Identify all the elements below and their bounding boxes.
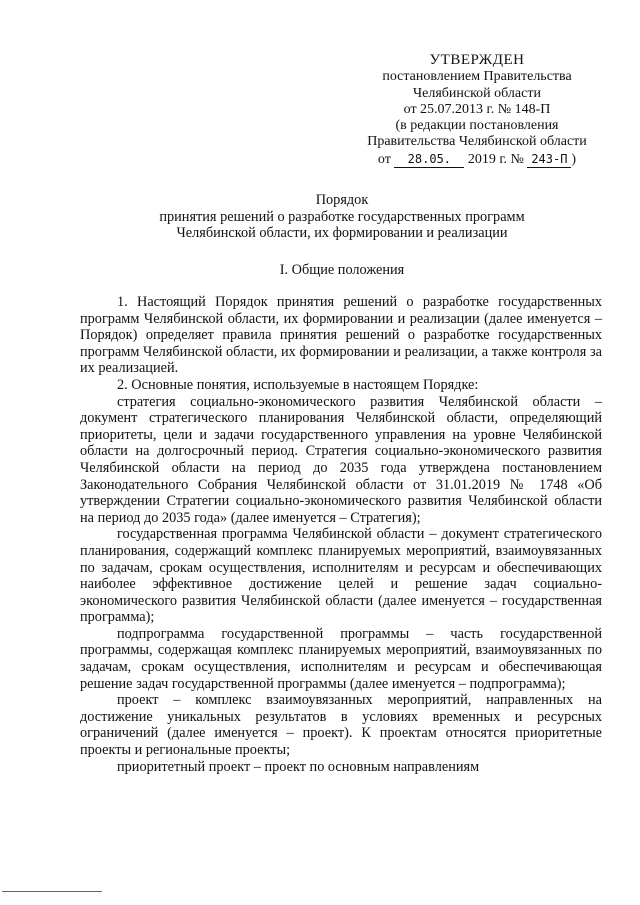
approval-line-6	[352, 151, 602, 168]
paragraph: подпрограмма государственной программы – часть государственной программы, содержащая комплекс планируемых мероприятий, взаимоувязанных по задачам, срокам осуществления, исполнителям и ресурсам и обеспечивающая решение задач государственной программы (далее именуется – подпрограмма);	[80, 625, 602, 692]
title-line-1: Порядок	[315, 192, 369, 208]
title-line-2: принятия решений о разработке государственных программ	[159, 208, 525, 225]
approval-line-4: (в редакции постановления	[395, 118, 559, 134]
paragraph: государственная программа Челябинской области – документ стратегического планирования, содержащий комплекс планируемых мероприятий, взаимоувязанных по задачам, срокам осуществления, исполнителям и ресурсам и обеспечивающих наиболее эффективное достижение целей и решение задач социально-экономического развития Челябинской области (далее именуется – государственная программа);	[80, 526, 602, 626]
paragraph: приоритетный проект – проект по основным направлениям	[117, 758, 480, 775]
section-heading: I. Общие положения	[279, 262, 405, 278]
approval-line-3: от 25.07.2013 г. № 148-П	[403, 101, 551, 117]
paragraph: стратегия социально-экономического развития Челябинской области – документ стратегического планирования Челябинской области, определяющий приоритеты, цели и задачи государственного управления на уровне Челябинской области на долгосрочный период. Стратегия социально-экономического развития Челябинской области на период до 2035 года утверждена постановлением Законодательного Собрания Челябинской области от 31.01.2019 № 1748 «Об утверждении Стратегии социально-экономического развития Челябинской области на период до 2035 года» (далее именуется – Стратегия);	[80, 393, 602, 526]
approval-line-1: постановлением Правительства	[382, 69, 572, 85]
paragraph: проект – комплекс взаимоувязанных мероприятий, направленных на достижение уникальных результатов в условиях временных и ресурсных ограничений (далее именуется – проект). К проектам относятся приоритетные проекты и региональные проекты;	[80, 692, 602, 759]
document-body	[80, 294, 602, 775]
approval-date-handwritten: 28.05.	[394, 151, 464, 168]
title-line-3: Челябинской области, их формировании и реализации	[176, 225, 508, 242]
approval-from: от	[377, 151, 391, 167]
paragraph: 1. Настоящий Порядок принятия решений о разработке государственных программ Челябинской области, их формировании и реализации (далее именуется – Порядок) определяет правила принятия решений о разработке государственных программ Челябинской области, их формировании и реализации, а также контроля за их реализацией.	[80, 294, 602, 377]
approval-stamp: УТВЕРЖДЕН	[429, 52, 525, 68]
approval-line-5: Правительства Челябинской области	[367, 134, 587, 150]
paragraph: 2. Основные понятия, используемые в настоящем Порядке:	[117, 376, 479, 393]
approval-number-handwritten: 243-П	[527, 151, 571, 168]
footer-divider	[2, 891, 102, 892]
approval-year: 2019 г. №	[467, 151, 524, 167]
approval-line-2: Челябинской области	[413, 85, 541, 101]
approval-close: )	[571, 151, 577, 167]
document-title	[80, 192, 604, 242]
approval-block	[352, 52, 602, 168]
